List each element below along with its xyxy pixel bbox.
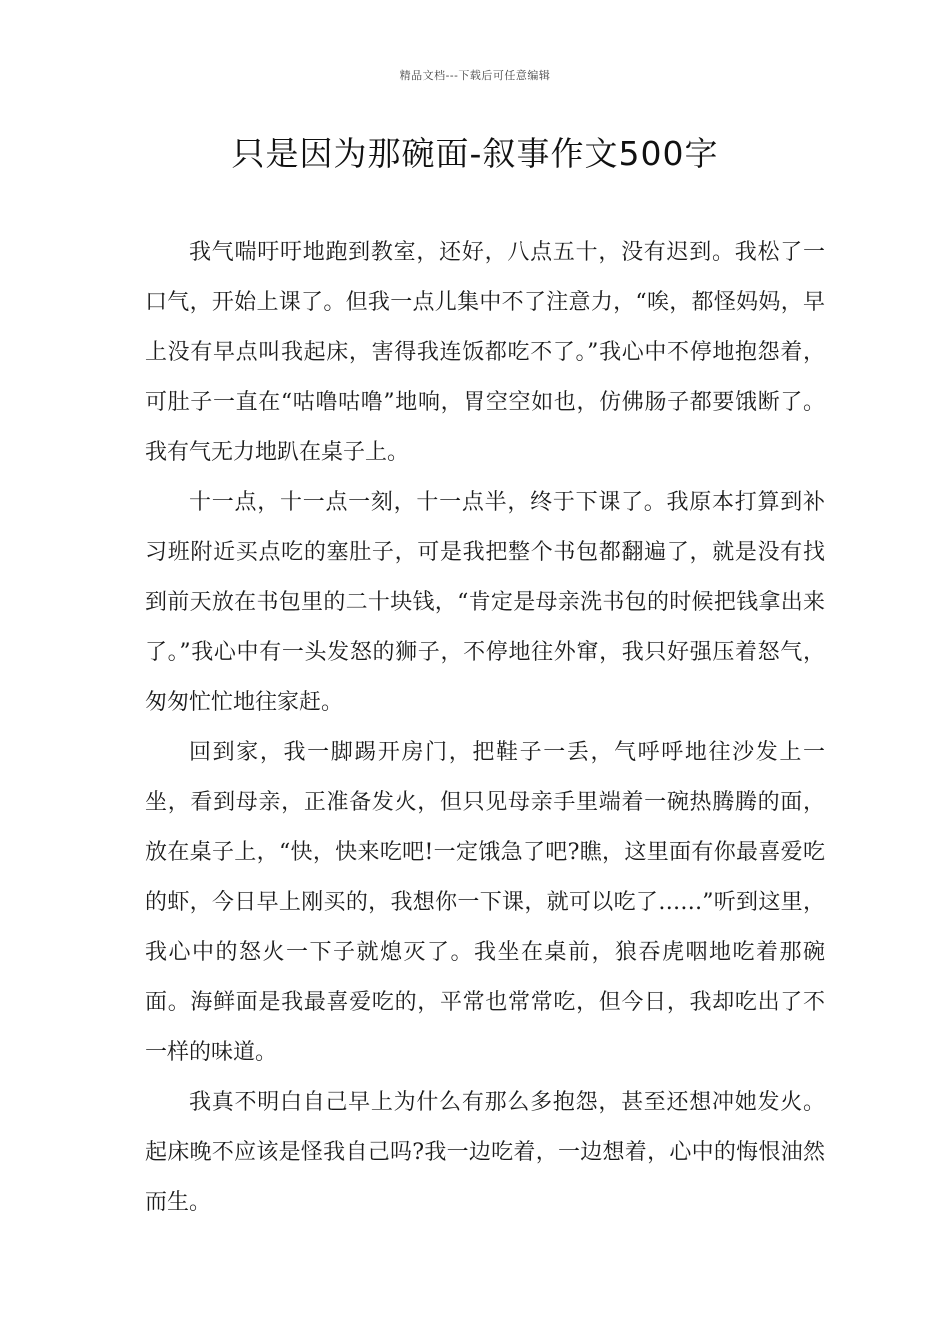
paragraph-2: 十一点，十一点一刻，十一点半，终于下课了。我原本打算到补习班附近买点吃的塞肚子，可是我把整个书包都翻遍了，就是没有找到前天放在书包里的二十块钱，“肯定是母亲洗书包的时候把钱拿出来了。”我心中有一头发怒的狮子，不停地往外窜，我只好强压着怒气，匆匆忙忙地往家赶。	[145, 490, 825, 715]
document-body	[145, 228, 825, 1228]
document-title: 只是因为那碗面-叙事作文500字	[231, 134, 719, 173]
paragraph-4: 我真不明白自己早上为什么有那么多抱怨，甚至还想冲她发火。起床晚不应该是怪我自己吗?我一边吃着，一边想着，心中的悔恨油然而生。	[145, 1090, 825, 1215]
header-note: 精品文档---下载后可任意编辑	[399, 69, 551, 82]
paragraph-3: 回到家，我一脚踢开房门，把鞋子一丢，气呼呼地往沙发上一坐，看到母亲，正准备发火，但只见母亲手里端着一碗热腾腾的面，放在桌子上，“快，快来吃吧!一定饿急了吧?瞧，这里面有你最喜爱吃的虾，今日早上刚买的，我想你一下课，就可以吃了……”听到这里，我心中的怒火一下子就熄灭了。我坐在桌前，狼吞虎咽地吃着那碗面。海鲜面是我最喜爱吃的，平常也常常吃，但今日，我却吃出了不一样的味道。	[145, 740, 825, 1065]
paragraph-1: 我气喘吁吁地跑到教室，还好，八点五十，没有迟到。我松了一口气，开始上课了。但我一点儿集中不了注意力，“唉，都怪妈妈，早上没有早点叫我起床，害得我连饭都吃不了。”我心中不停地抱怨着，可肚子一直在“咕噜咕噜”地响，胃空空如也，仿佛肠子都要饿断了。我有气无力地趴在桌子上。	[145, 240, 825, 465]
